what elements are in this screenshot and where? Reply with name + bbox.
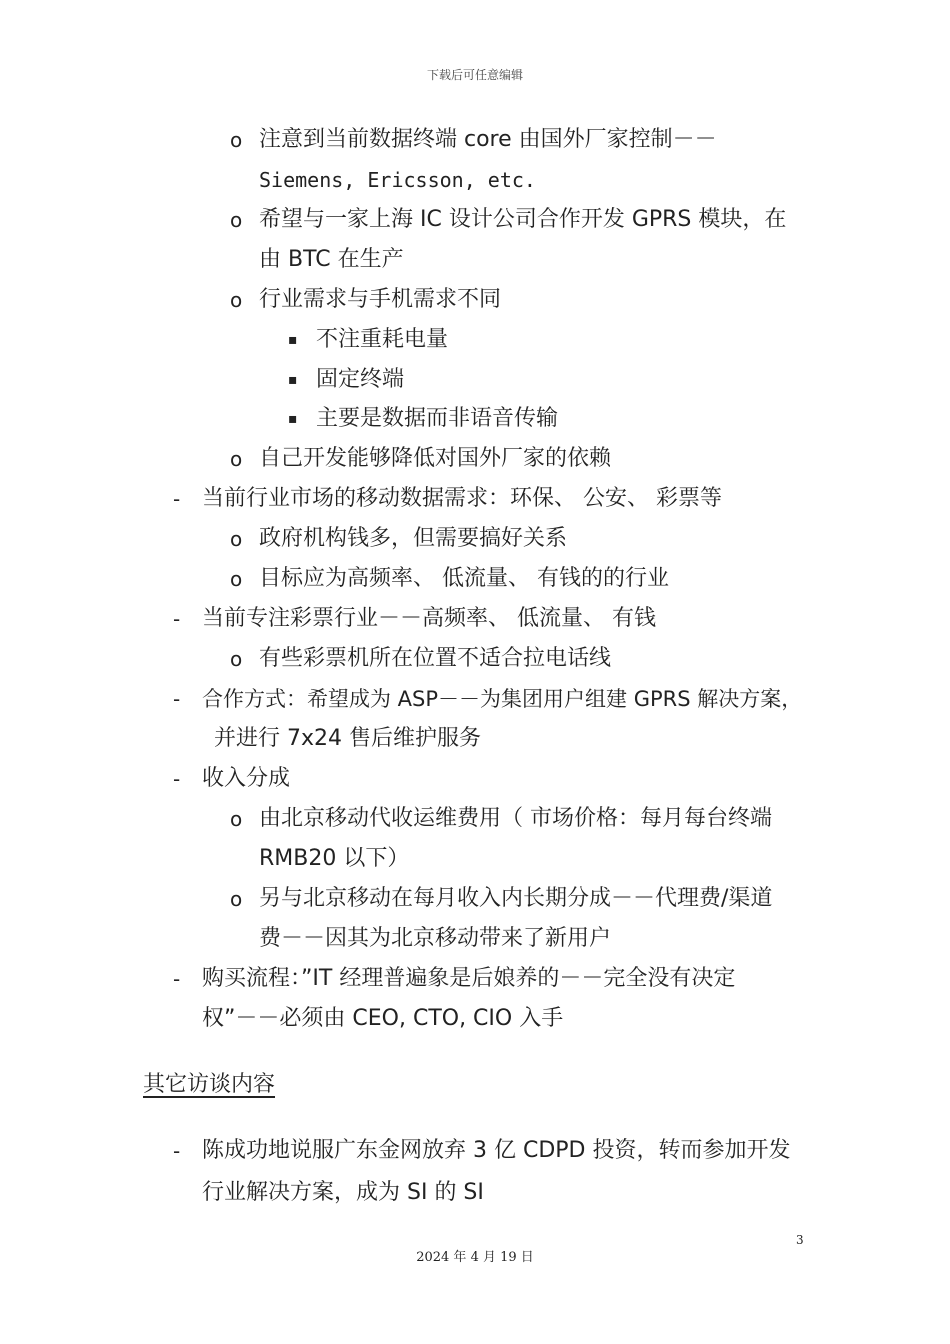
list-item-continuation: RMB20 以下） <box>259 846 410 871</box>
dash-bullet-icon: - <box>173 687 181 711</box>
list-item-continuation: 由 BTC 在生产 <box>259 247 404 272</box>
dash-bullet-icon: - <box>173 767 181 791</box>
list-item-continuation: Siemens, Ericsson, etc. <box>259 168 536 192</box>
list-item: 有些彩票机所在位置不适合拉电话线 <box>259 646 612 671</box>
list-item: 当前行业市场的移动数据需求：环保、 公安、 彩票等 <box>202 486 722 511</box>
list-item: 希望与一家上海 IC 设计公司合作开发 GPRS 模块，在 <box>259 207 787 232</box>
list-item: 购买流程：”IT 经理普遍象是后娘养的－－完全没有决定 <box>202 966 736 991</box>
circle-bullet-icon: o <box>230 128 243 152</box>
circle-bullet-icon: o <box>230 807 243 831</box>
list-item: 收入分成 <box>202 766 291 791</box>
circle-bullet-icon: o <box>230 527 243 551</box>
circle-bullet-icon: o <box>230 567 243 591</box>
list-item-continuation: 费－－因其为北京移动带来了新用户 <box>259 926 612 951</box>
dash-bullet-icon: - <box>173 487 181 511</box>
list-item-continuation: 并进行 7x24 售后维护服务 <box>214 726 481 751</box>
square-bullet-icon: ▪ <box>288 332 298 348</box>
section-heading: 其它访谈内容 <box>143 1072 276 1097</box>
footer-date: 2024 年 4 月 19 日 <box>416 1250 534 1265</box>
page-header: 下载后可任意编辑 <box>426 68 523 82</box>
page-number: 3 <box>796 1233 804 1247</box>
circle-bullet-icon: o <box>230 647 243 671</box>
list-item: 主要是数据而非语音传输 <box>316 406 559 431</box>
list-item: 合作方式：希望成为 ASP－－为集团用户组建 GPRS 解决方案， <box>202 687 803 711</box>
list-item: 另与北京移动在每月收入内长期分成－－代理费/渠道 <box>259 886 773 911</box>
list-item: 不注重耗电量 <box>316 327 449 352</box>
dash-bullet-icon: - <box>173 607 181 631</box>
list-item: 目标应为高频率、 低流量、 有钱的的行业 <box>259 566 669 591</box>
square-bullet-icon: ▪ <box>288 372 298 388</box>
circle-bullet-icon: o <box>230 288 243 312</box>
list-item: 陈成功地说服广东金网放弃 3 亿 CDPD 投资，转而参加开发 <box>202 1138 791 1163</box>
list-item: 自己开发能够降低对国外厂家的依赖 <box>259 446 612 471</box>
list-item: 由北京移动代收运维费用（ 市场价格：每月每台终端 <box>259 806 772 831</box>
list-item: 固定终端 <box>316 367 405 392</box>
square-bullet-icon: ▪ <box>288 411 298 427</box>
list-item: 当前专注彩票行业－－高频率、 低流量、 有钱 <box>202 606 656 631</box>
list-item: 行业需求与手机需求不同 <box>259 287 502 312</box>
list-item-continuation: 权”－－必须由 CEO, CTO, CIO 入手 <box>202 1006 564 1031</box>
circle-bullet-icon: o <box>230 447 243 471</box>
dash-bullet-icon: - <box>173 967 181 991</box>
circle-bullet-icon: o <box>230 208 243 232</box>
list-item-continuation: 行业解决方案，成为 SI 的 SI <box>202 1180 484 1205</box>
list-item: 注意到当前数据终端 core 由国外厂家控制－－ <box>259 127 717 152</box>
dash-bullet-icon: - <box>173 1139 181 1163</box>
circle-bullet-icon: o <box>230 887 243 911</box>
list-item: 政府机构钱多，但需要搞好关系 <box>259 526 568 551</box>
